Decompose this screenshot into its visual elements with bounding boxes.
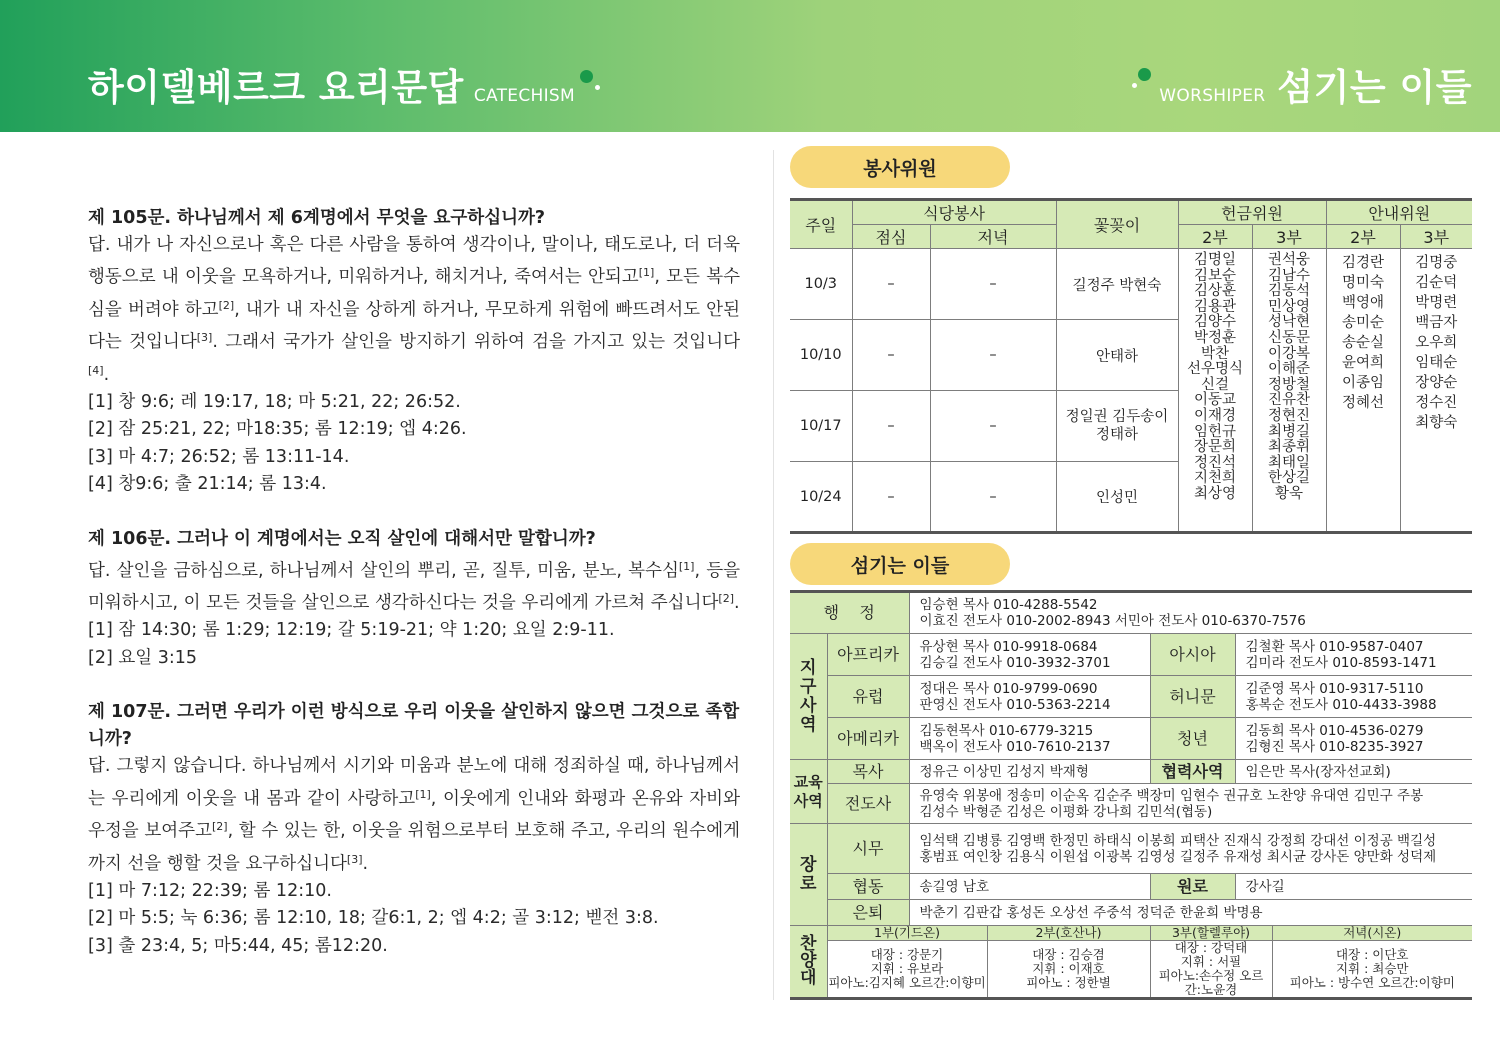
row-date: 10/10: [790, 320, 852, 391]
row-lunch: –: [852, 249, 930, 320]
catechism-column: [88, 205, 740, 987]
question-title: 제 106문. 그러나 이 계명에서는 오직 살인에 대해서만 말합니까?: [88, 528, 596, 549]
footnote-marker: [2]: [218, 298, 235, 312]
scripture-reference: [3] 출 23:4, 5; 마5:44, 45; 롬12:20.: [88, 935, 388, 956]
row-date: 10/17: [790, 391, 852, 462]
header-lunch: 점심: [852, 225, 930, 249]
row-date: 10/24: [790, 462, 852, 533]
row-lunch: –: [852, 462, 930, 533]
service-committee-table: [790, 198, 1472, 534]
choir-info: 대장 : 강덕태 지휘 : 서필 피아노:손수정 오르간:노윤경: [1150, 941, 1272, 999]
footnote-marker: [4]: [88, 363, 104, 377]
dot-icon: [1132, 83, 1137, 88]
staff-table: [790, 590, 1472, 1000]
row-flowers: 길정주 박현숙: [1056, 249, 1178, 320]
row-flowers: 안태하: [1056, 320, 1178, 391]
scripture-reference: [4] 창9:6; 출 21:14; 롬 13:4.: [88, 474, 327, 495]
emeritus-names: 강사길: [1235, 874, 1472, 900]
question-answer: [88, 553, 740, 618]
catechism-question: [88, 205, 740, 499]
header-week: 주일: [790, 200, 852, 249]
choir-info: 대장 : 김승겸 지휘 : 이재호 피아노 : 정한별: [987, 941, 1150, 999]
header-guide-3: 3부: [1400, 225, 1472, 249]
europe-contacts: 정대은 목사 010-9799-0690 판영신 전도사 010-5363-2214: [909, 676, 1150, 718]
footnote-marker: [2]: [211, 820, 228, 834]
row-flowers: 정일권 김두송이 정태하: [1056, 391, 1178, 462]
america-contacts: 김동현목사 010-6779-3215 백옥이 전도사 010-7610-2137: [909, 718, 1150, 760]
choir-name: 2부(호산나): [987, 926, 1150, 941]
row-lunch: –: [852, 320, 930, 391]
scripture-reference: [1] 마 7:12; 22:39; 롬 12:10.: [88, 880, 332, 901]
offering-3-names: 권석웅 김남수 김동석 민상영 성낙현 신동문 이강복 이해준 정방철 진유찬 정현진 최병길 최종휘 최태일 한상길 황욱: [1252, 249, 1326, 533]
catechism-title: 하이델베르크 요리문답: [88, 66, 464, 109]
africa-contacts: 유상현 목사 010-9918-0684 김승길 전도사 010-3932-3701: [909, 634, 1150, 676]
answer-text: , 등을 미워하시고, 이 모든 것들을 살인으로 생각하신다는 것을 우리에게 가르쳐 주십니다: [88, 560, 741, 614]
worshiper-title: 섬기는 이들: [1277, 66, 1472, 109]
catechism-question: [88, 526, 740, 673]
dot-icon: [1138, 68, 1151, 81]
retired-names: 박춘기 김판갑 홍성돈 오상선 주중석 정덕준 한윤희 박명용: [909, 900, 1472, 926]
america-label: 아메리카: [827, 718, 909, 760]
admin-label: 행 정: [790, 592, 909, 634]
header-dinner: 저녁: [930, 225, 1056, 249]
assoc-elder-names: 송길영 남호: [909, 874, 1150, 900]
header-banner: [0, 0, 1500, 132]
footnote-marker: [3]: [196, 331, 213, 345]
choir-label: 찬 양 대: [790, 926, 827, 999]
footnote-marker: [2]: [718, 592, 734, 606]
question-title: 제 105문. 하나님께서 제 6계명에서 무엇을 요구하십니까?: [88, 208, 546, 228]
scripture-reference: [1] 창 9:6; 레 19:17, 18; 마 5:21, 22; 26:52.: [88, 392, 461, 413]
header-guide: 안내위원: [1326, 200, 1472, 225]
scripture-reference: [2] 요일 3:15: [88, 647, 198, 668]
evangelist-names: 유영숙 위봉애 정송미 이순옥 김순주 백장미 임현수 권규호 노찬양 유대연 김민구 주봉 김성수 박형준 김성은 이평화 강나희 김민석(협동): [909, 784, 1472, 824]
youth-contacts: 김동희 목사 010-4536-0279 김형진 목사 010-8235-3927: [1235, 718, 1472, 760]
answer-text: .: [103, 364, 110, 385]
worshiper-heading: [1159, 66, 1472, 110]
scripture-reference: [2] 마 5:5; 눅 6:36; 롬 12:10, 18; 갈6:1, 2; 엡 4:2; 골 3:12; 벧전 3:8.: [88, 908, 659, 929]
emeritus-label: 원로: [1150, 874, 1235, 900]
row-dinner: –: [930, 249, 1056, 320]
pastor-names: 정유근 이상민 김성지 박재형: [909, 760, 1150, 784]
answer-text: .: [362, 853, 369, 874]
service-committee-pill: 봉사위원: [790, 146, 1010, 188]
asia-contacts: 김철환 목사 010-9587-0407 김미라 전도사 010-8593-1471: [1235, 634, 1472, 676]
elder-label: 장 로: [790, 824, 827, 926]
row-dinner: –: [930, 462, 1056, 533]
education-label: 교육 사역: [790, 760, 827, 824]
answer-text: , 할 수 있는 한, 이웃을 위험으로부터 보호해 주고, 우리의 원수에게까지 선을 행할 것을 요구하십니다: [88, 821, 741, 874]
answer-text: .: [734, 593, 740, 614]
choir-name: 저녁(시온): [1272, 926, 1472, 941]
header-offering-2: 2부: [1178, 225, 1252, 249]
row-flowers: 인성민: [1056, 462, 1178, 533]
dot-icon: [595, 85, 600, 90]
europe-label: 유럽: [827, 676, 909, 718]
header-offering: 헌금위원: [1178, 200, 1326, 225]
district-label: 지 구 사 역: [790, 634, 827, 760]
offering-2-names: 김명일 김보순 김상훈 김용관 김양수 박정훈 박찬 선우명식 신걸 이동교 이재경 임헌규 장문희 정진석 지천희 최상영: [1178, 249, 1252, 533]
active-elder-names: 임석택 김병룡 김영백 한정민 하태식 이봉희 피택산 진재식 강정희 강대선 이정공 백길성 홍범표 여인창 김용식 이원섭 이광복 김영성 길정주 유재성 최시균 강사돈 양만화 성덕제: [909, 824, 1472, 874]
retired-label: 은퇴: [827, 900, 909, 926]
question-answer: [88, 753, 740, 878]
scripture-reference: [2] 잠 25:21, 22; 마18:35; 롬 12:19; 엡 4:26.: [88, 419, 467, 440]
scripture-reference: [1] 잠 14:30; 롬 1:29; 12:19; 갈 5:19-21; 약 1:20; 요일 2:9-11.: [88, 620, 615, 641]
scripture-reference: [3] 마 4:7; 26:52; 롬 13:11-14.: [88, 446, 350, 467]
staff-pill: 섬기는 이들: [790, 543, 1010, 585]
row-lunch: –: [852, 391, 930, 462]
catechism-subtitle: CATECHISM: [473, 86, 575, 106]
choir-info: 대장 : 강문기 지휘 : 유보라 피아노:김지혜 오르간:이향미: [827, 941, 987, 999]
question-answer: [88, 232, 740, 389]
answer-text: 답. 내가 나 자신으로나 혹은 다른 사람을 통하여 생각이나, 말이나, 태도로나, 더 더욱 행동으로 내 이웃을 모욕하거나, 미워하거나, 해치거나, 죽여서는 안되고: [88, 235, 740, 288]
column-divider: [773, 150, 774, 1000]
answer-text: 답. 그렇지 않습니다. 하나님께서 시기와 미움과 분노에 대해 정죄하실 때, 하나님께서는 우리에게 이웃을 내 몸과 같이 사랑하고: [88, 756, 740, 809]
guide-2-names: 김경란 명미숙 백영애 송미순 송순실 윤여희 이종임 정혜선: [1326, 249, 1400, 533]
answer-text: , 내가 내 자신을 상하게 하거나, 무모하게 위험에 빠뜨려서도 안된다는 것입니다: [88, 299, 740, 353]
dot-icon: [580, 70, 593, 83]
admin-contacts: 임승현 목사 010-4288-5542 이효진 전도사 010-2002-8943 서민아 전도사 010-6370-7576: [909, 592, 1472, 634]
choir-name: 1부(기드온): [827, 926, 987, 941]
hub-contacts: 김준영 목사 010-9317-5110 홍복순 전도사 010-4433-3988: [1235, 676, 1472, 718]
header-guide-2: 2부: [1326, 225, 1400, 249]
header-cafeteria: 식당봉사: [852, 200, 1056, 225]
answer-text: . 그래서 국가가 살인을 방지하기 위하여 검을 가지고 있는 것입니다: [212, 332, 740, 353]
header-flowers: 꽃꽂이: [1056, 200, 1178, 249]
footnote-marker: [1]: [678, 559, 695, 573]
hub-label: 허니문: [1150, 676, 1235, 718]
evangelist-label: 전도사: [827, 784, 909, 824]
catechism-question: [88, 699, 740, 960]
asia-label: 아시아: [1150, 634, 1235, 676]
choir-name: 3부(할렐루야): [1150, 926, 1272, 941]
row-dinner: –: [930, 320, 1056, 391]
choir-info: 대장 : 이단호 지휘 : 최승만 피아노 : 방수연 오르간:이향미: [1272, 941, 1472, 999]
pastor-label: 목사: [827, 760, 909, 784]
question-title: 제 107문. 그러면 우리가 이런 방식으로 우리 이웃을 살인하지 않으면 그것으로 족합니까?: [88, 702, 740, 750]
worshiper-subtitle: WORSHIPER: [1159, 86, 1266, 106]
active-elder-label: 시무: [827, 824, 909, 874]
youth-label: 청년: [1150, 718, 1235, 760]
row-dinner: –: [930, 391, 1056, 462]
footnote-marker: [3]: [346, 852, 363, 866]
assoc-elder-label: 협동: [827, 874, 909, 900]
guide-3-names: 김명중 김순덕 박명련 백금자 오우희 임태순 장양순 정수진 최향숙: [1400, 249, 1472, 533]
africa-label: 아프리카: [827, 634, 909, 676]
header-offering-3: 3부: [1252, 225, 1326, 249]
answer-text: , 이웃에게 인내와 화평과 온유와 자비와 우정을 보여주고: [88, 788, 740, 842]
footnote-marker: [1]: [638, 266, 655, 280]
footnote-marker: [1]: [415, 787, 431, 801]
coop-names: 임은만 목사(장자선교회): [1235, 760, 1472, 784]
answer-text: 답. 살인을 금하심으로, 하나님께서 살인의 뿌리, 곧, 질투, 미움, 분노, 복수심: [88, 560, 679, 581]
answer-text: , 모든 복수심을 버려야 하고: [88, 267, 741, 320]
coop-label: 협력사역: [1150, 760, 1235, 784]
catechism-heading: [88, 66, 575, 110]
row-date: 10/3: [790, 249, 852, 320]
